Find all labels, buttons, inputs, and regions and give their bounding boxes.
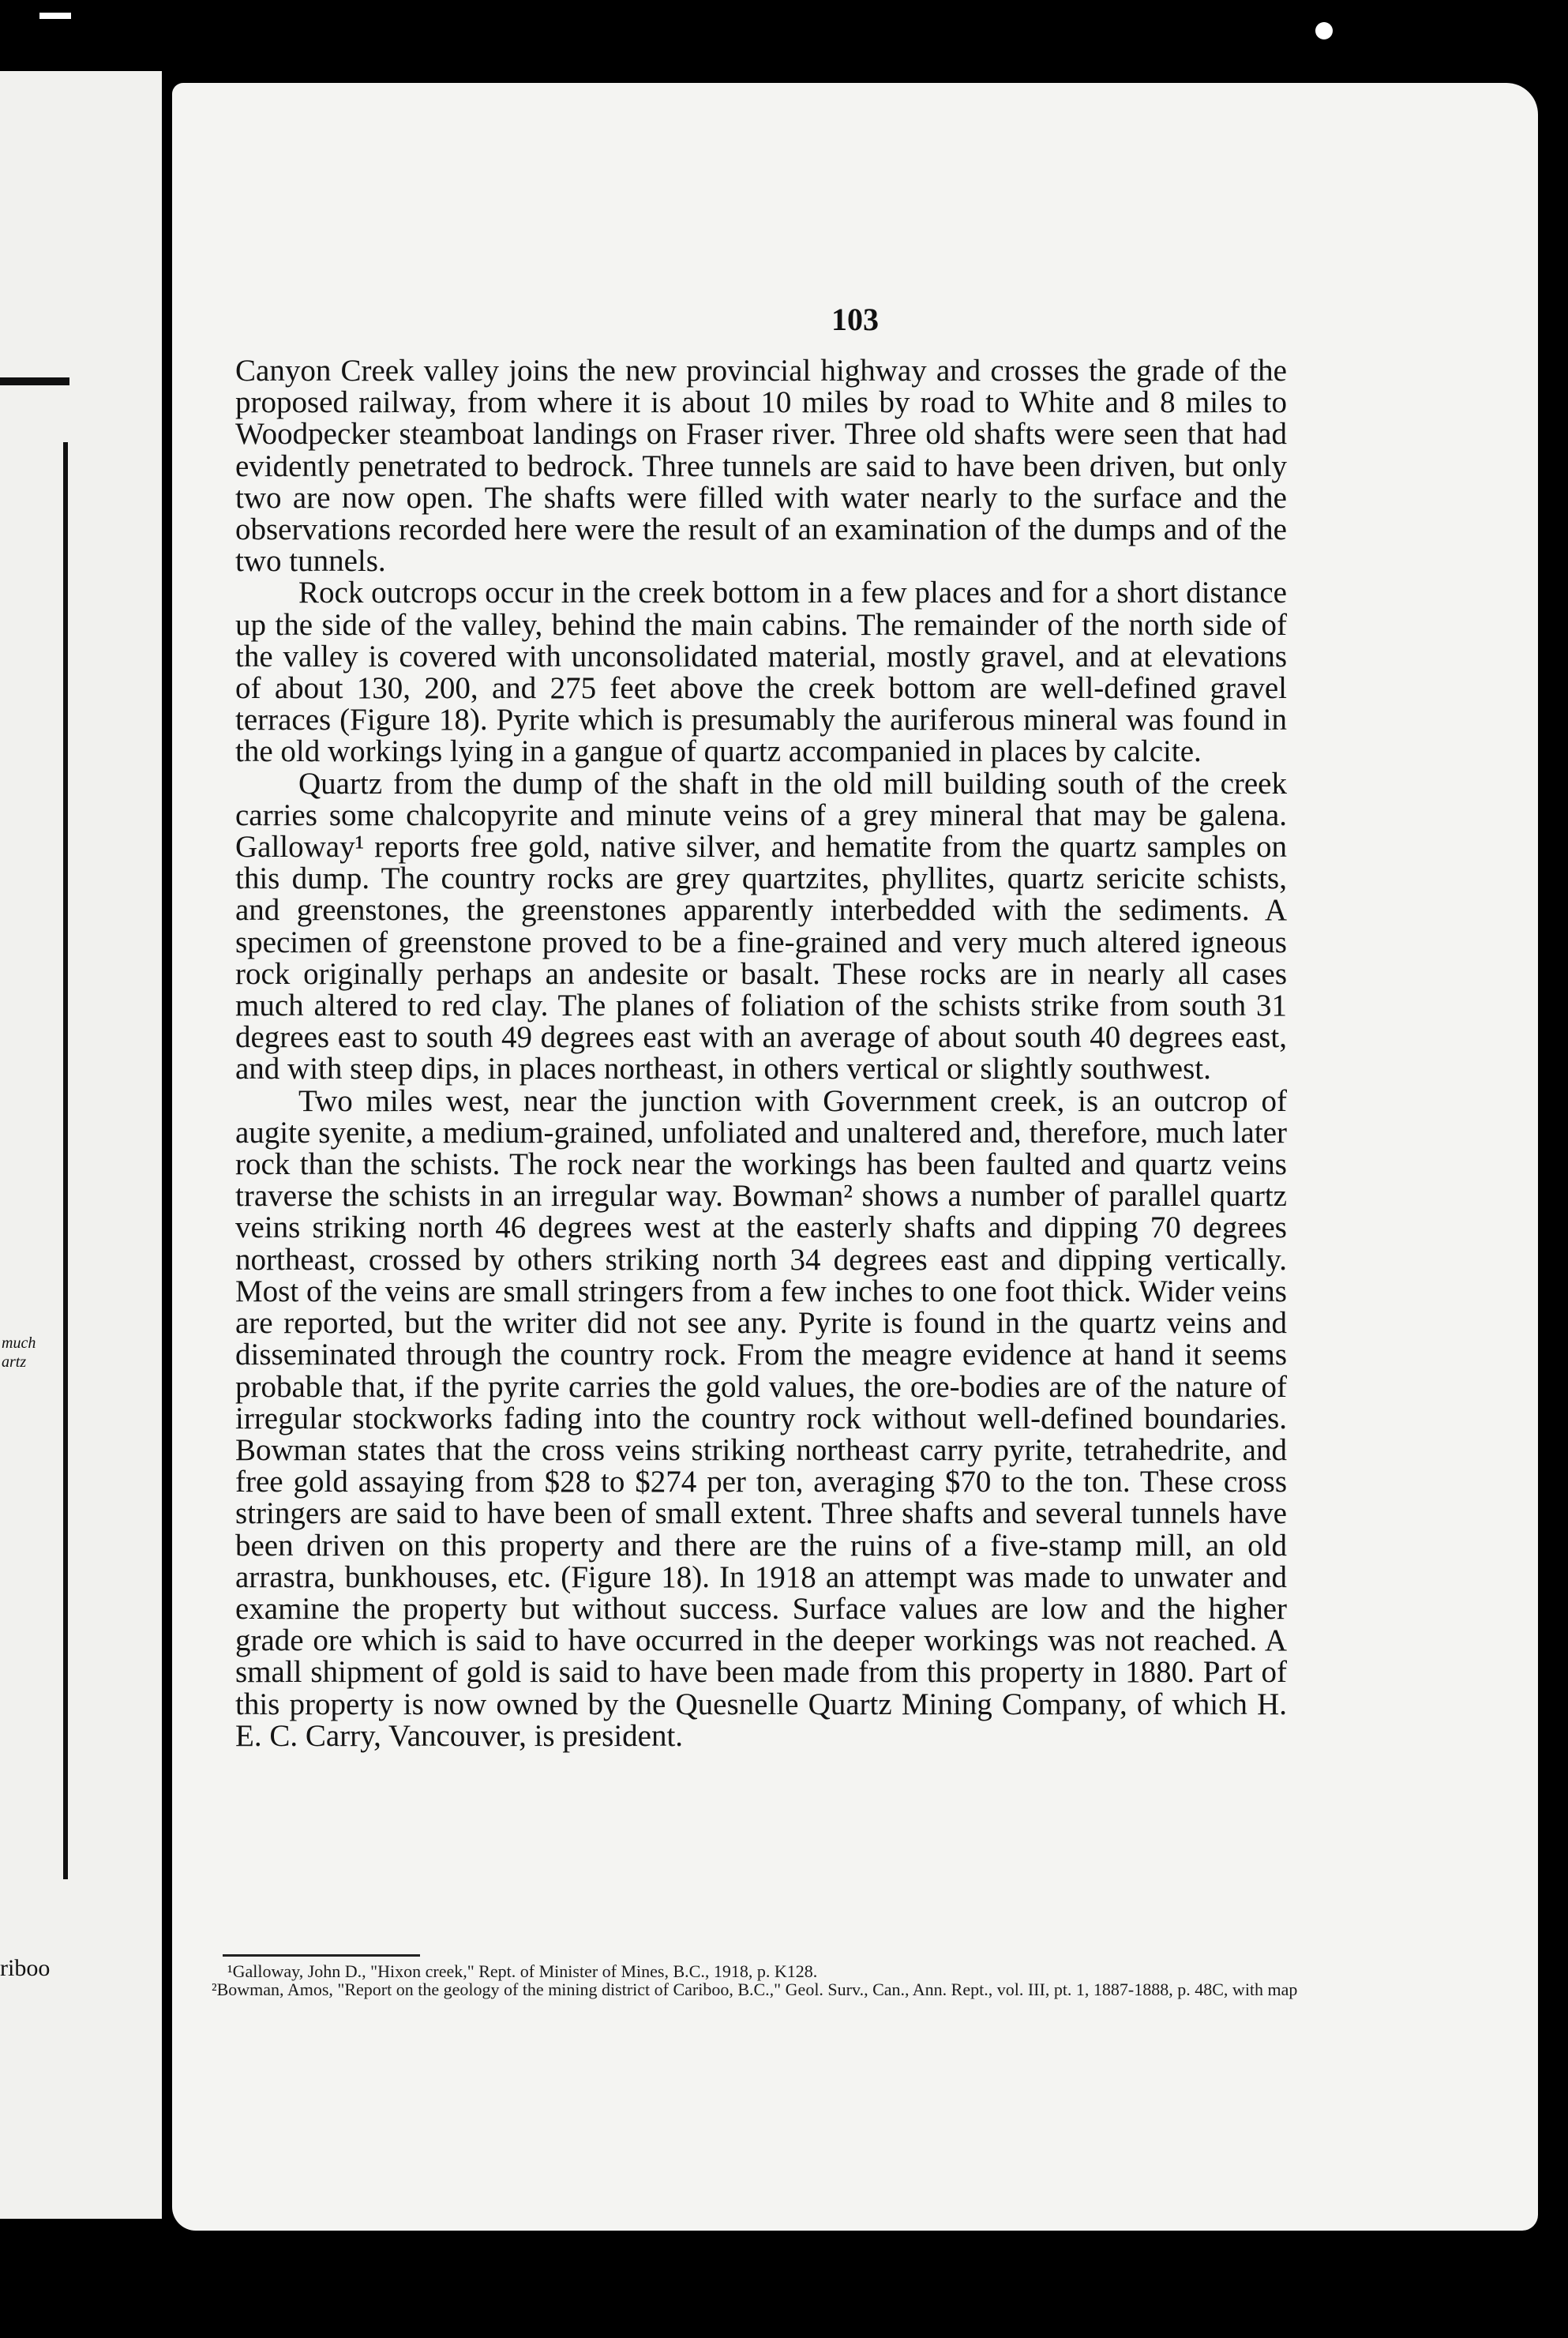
left-facing-page: [0, 71, 162, 2219]
paragraph: Canyon Creek valley joins the new provincial highway and crosses the grade of the proposed railway, from where it is about 10 miles by road to White and 8 miles to Woodpecker steamboat landings on Fraser river. Three old shafts were seen that had evidently penetrated to bedrock. Three tunnels are said to have been driven, but only two are now open. The shafts were filled with water nearly to the surface and the observations recorded here were the result of an examination of the dumps and of the two tunnels.: [235, 354, 1287, 579]
left-page-border: [63, 442, 68, 1879]
left-page-fragment: much: [2, 1334, 36, 1352]
scan-speck: [1315, 22, 1333, 39]
footnote-rule: [223, 1954, 420, 1957]
footnotes: [212, 1962, 1301, 1998]
paragraph: Rock outcrops occur in the creek bottom in a few places and for a short distance up the side of the valley, behind the main cabins. The remainder of the north side of the valley is covered with unconsolidated material, mostly gravel, and at elevations of about 130, 200, and 275 feet above the creek bottom are well-defined gravel terraces (Figure 18). Pyrite which is presumably the auriferous mineral was found in the old workings lying in a gangue of quartz accompanied in places by calcite.: [235, 576, 1287, 769]
left-page-fragment: artz: [2, 1353, 27, 1371]
paragraph: Two miles west, near the junction with Government creek, is an outcrop of augite syenite, a medium-grained, unfoliated and unaltered and, therefore, much later rock than the schists. The rock near the workings has been faulted and quartz veins traverse the schists in an irregular way. Bowman² shows a number of parallel quartz veins striking north 46 degrees west at the easterly shafts and dipping 70 degrees northeast, crossed by others striking north 34 degrees east and dipping vertically. Most of the veins are small stringers from a few inches to one foot thick. Wider veins are reported, but the writer did not see any. Pyrite is found in the quartz veins and disseminated through the country rock. From the meagre evidence at hand it seems probable that, if the pyrite carries the gold values, the ore-bodies are of the nature of irregular stockworks fading into the country rock without well-defined boundaries. Bowman states that the cross veins striking northeast carry pyrite, tetrahedrite, and free gold assaying from $28 to $274 per ton, averaging $70 to the ton. These cross stringers are said to have been of small extent. Three shafts and several tunnels have been driven on this property and there are the ruins of a five-stamp mill, an old arrastra, bunkhouses, etc. (Figure 18). In 1918 an attempt was made to unwater and examine the property but without success. Surface values are low and the higher grade ore which is said to have occurred in the deeper workings was not reached. A small shipment of gold is said to have been made from this property in 1880. Part of this property is now owned by the Quesnelle Quartz Mining Company, of which H. E. C. Carry, Vancouver, is president.: [235, 1083, 1287, 1753]
scan-speck: [39, 13, 71, 19]
page-number: 103: [831, 302, 879, 337]
left-page-rule: [0, 377, 69, 385]
document-page: [172, 83, 1538, 2231]
left-page-fragment: riboo: [0, 1955, 51, 1981]
paragraph: Quartz from the dump of the shaft in the old mill building south of the creek carries some chalcopyrite and minute veins of a grey mineral that may be galena. Galloway¹ reports free gold, native silver, and hematite from the quartz samples on this dump. The country rocks are grey quartzites, phyllites, quartz sericite schists, and greenstones, the greenstones apparently interbedded with the sediments. A specimen of greenstone proved to be a fine-grained and very much altered igneous rock originally perhaps an andesite or basalt. These rocks are in nearly all cases much altered to red clay. The planes of foliation of the schists strike from south 31 degrees east to south 49 degrees east with an average of about south 40 degrees east, and with steep dips, in places northeast, in others vertical or slightly southwest.: [235, 766, 1287, 1086]
footnote: ²Bowman, Amos, "Report on the geology of the mining district of Cariboo, B.C.," Geol. Surv., Can., Ann. Rept., vol. III, pt. 1, 1887-1888, p. 48C, with map: [212, 1980, 1298, 1999]
body-text: [235, 355, 1287, 1752]
footnote: ¹Galloway, John D., "Hixon creek," Rept. of Minister of Mines, B.C., 1918, p. K128.: [227, 1961, 818, 1981]
